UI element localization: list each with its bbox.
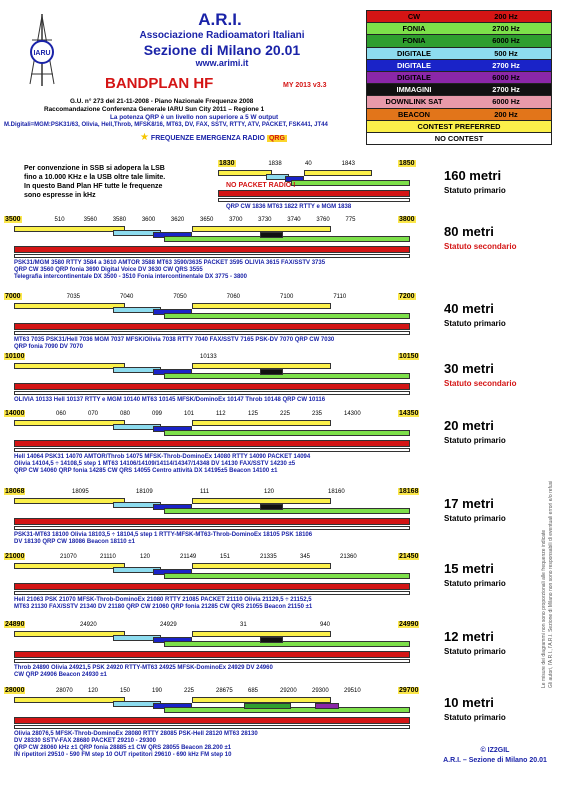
legend-width: 6000 Hz [492,36,520,46]
band-end-freq: 24990 [399,621,419,628]
freq-tick: 060 [56,411,67,417]
legend-name: IMMAGINI [396,85,432,95]
band-info: OLIVIA 10133 Hell 10137 RTTY e MGM 10140 MT63 10145 MFSK/DominoEx 10147 Throb 10148 QRP CW 10116 [14,397,326,403]
band-segment [14,498,125,504]
band-status: Statuto secondario [444,379,517,388]
band-start-freq: 28000 [5,687,25,694]
band-segment [14,303,125,309]
legend-row [366,132,552,145]
freq-tick: 3580 [112,217,127,223]
freq-tick: 21070 [60,554,77,560]
band-30-metri [0,353,565,413]
band-end-freq: 1850 [399,160,415,167]
band-segment [14,563,125,569]
band-info: QRP CW 1836 MT63 1822 RTTY e MGM 1838 [226,204,352,210]
band-status: Statuto secondario [444,242,517,251]
legend-name: CONTEST PREFERRED [417,121,501,131]
band-segment [14,725,410,729]
note-line: sono espresse in kHz [24,192,96,199]
freq-tick: 080 [120,411,131,417]
band-status: Statuto primario [444,514,506,523]
freq-tick: 18095 [72,489,89,495]
band-meter: 15 metri [444,561,494,576]
band-meter: 10 metri [444,695,494,710]
freq-tick: 24929 [160,622,177,628]
freq-tick: 3740 [287,217,301,223]
freq-tick: 21110 [100,554,116,560]
freq-tick: 18160 [328,489,345,495]
freq-tick: 3700 [229,217,243,223]
band-segment [14,518,410,525]
legend-width: 500 Hz [494,48,518,58]
freq-tick: 225 [280,411,291,417]
band-segment [164,641,410,647]
band-meter: 80 metri [444,224,494,239]
band-meter: 30 metri [444,361,494,376]
legend-width: 200 Hz [494,12,518,22]
band-info: CW QRP 24906 Beacon 24930 ±1 [14,672,107,678]
band-start-freq: 7000 [5,293,21,300]
band-segment [164,508,410,514]
band-segment [218,198,410,202]
band-segment [304,170,371,176]
band-info: QRP CW 14060 QRP fonia 14285 CW QRS 14055 Centro attività DX 14195±5 Beacon 14100 ±1 [14,468,278,474]
legend-width: 6000 Hz [492,97,520,107]
band-info: QRP CW 3560 QRP fonia 3690 Digital Voice DV 3630 CW QRS 3555 [14,267,203,273]
band-meter: 17 metri [444,496,494,511]
version: MY 2013 v3.3 [283,82,327,89]
freq-tick: 29200 [280,688,297,694]
band-status: Statuto primario [444,186,506,195]
freq-tick: 21335 [260,554,277,560]
note-line: fino a 10.000 KHz e la USB oltre tale limite. [24,174,166,181]
legend-width: 2700 Hz [492,60,520,70]
band-end-freq: 7200 [399,293,415,300]
band-info: Olivia 14104,5 ÷ 14108,5 step 1 MT63 14106/14109/14114/14347/14348 DV 14130 FAX/SSTV 14230 ±5 [14,461,296,467]
band-segment [291,180,410,186]
freq-tick: 40 [305,161,312,167]
band-segment [14,391,410,395]
freq-tick: 101 [184,411,195,417]
footer-org: A.R.I. – Sezione di Milano 20.01 [443,757,547,764]
band-info: QRP fonia 7090 DV 7070 [14,344,83,350]
band-segment [14,659,410,663]
freq-tick: 29300 [312,688,329,694]
band-start-freq: 3500 [5,216,21,223]
emergency-note: ★ FREQUENZE EMERGENZA RADIO QRG [140,132,285,143]
band-status: Statuto primario [444,713,506,722]
band-segment [14,651,410,658]
band-end-freq: 29700 [399,687,419,694]
freq-tick: 235 [312,411,323,417]
band-start-freq: 10100 [5,353,25,360]
band-160-metri [0,160,565,220]
freq-tick: 7040 [120,294,134,300]
band-status: Statuto primario [444,319,506,328]
freq-tick: 940 [320,622,331,628]
legend [366,10,552,145]
freq-tick: 1843 [341,161,356,167]
freq-tick: 28070 [56,688,73,694]
note-line: Per convenzione in SSB si adopera la LSB [24,165,165,172]
logo-text: IARU [33,50,51,57]
freq-tick: 7100 [280,294,294,300]
band-segment [315,703,339,709]
freq-tick: 120 [88,688,99,694]
band-segment [14,591,410,595]
legend-row [366,108,552,120]
website-link[interactable]: www.arimi.it [195,58,249,68]
legend-row [366,59,552,71]
freq-tick: 14300 [344,411,361,417]
qrp-note: La potenza QRP è un livello non superiore a 5 W output [110,114,279,121]
band-segment [14,631,125,637]
star-icon: ★ [140,132,149,143]
band-15-metri [0,553,565,613]
freq-tick: 151 [220,554,231,560]
footer [440,746,550,766]
freq-tick: 7110 [333,294,347,300]
band-end-freq: 3800 [399,216,415,223]
legend-row [366,22,552,34]
freq-tick: 125 [248,411,259,417]
band-segment [14,383,410,390]
legend-name: CW [407,12,421,22]
band-info: MT63 21130 FAX/SSTV 21340 DV 21180 QRP CW 21060 QRP fonia 21285 CW QRS 21055 Beacon 21150 ±1 [14,604,313,610]
freq-tick: 18109 [136,489,153,495]
freq-tick: 3650 [200,217,214,223]
band-segment [192,563,331,569]
band-meter: 12 metri [444,629,494,644]
association-name: Associazione Radioamatori Italiani [139,30,305,41]
disclaimer [540,430,554,690]
band-segment [218,190,410,197]
iaru-reference: Raccomandazione Conferenza Generale IARU Sun City 2011 – Regione 1 [44,106,265,113]
legend-row [366,10,552,22]
band-segment [14,420,125,426]
freq-tick: 685 [248,688,259,694]
band-segment [164,573,410,579]
freq-tick: 28675 [216,688,233,694]
band-info: Olivia 28076,5 MFSK-Throb-DominoEx 28080 RTTY 28085 PSK-Hell 28120 MT63 28130 [14,731,258,737]
freq-tick: 29510 [344,688,361,694]
band-info: MT63 7035 PSK31/Hell 7036 MGM 7037 MFSK/Olivia 7038 RTTY 7040 FAX/SSTV 7165 PSK-DV 7070 QRP CW 7030 [14,337,335,343]
band-info: DV 28330 SSTV-FAX 28680 PACKET 29210 - 29300 [14,738,156,744]
legend-name: FONIA [402,36,426,46]
legend-width: 2700 Hz [492,24,520,34]
band-segment [14,697,125,703]
freq-tick: 1838 [268,161,282,167]
band-40-metri [0,293,565,353]
band-meter: 40 metri [444,301,494,316]
legend-row [366,71,552,83]
band-segment [14,526,410,530]
freq-tick: 31 [240,622,247,628]
band-info: Hell 21063 PSK 21070 MFSK-Throb-DominoEx 21080 RTTY 21085 PACKET 21110 Olivia 21129,5 ÷ 21152,5 [14,597,312,603]
band-segment [260,504,284,510]
freq-tick: 24920 [80,622,97,628]
band-segment [14,323,410,330]
freq-tick: 099 [152,411,163,417]
bandplan-title: BANDPLAN HF [105,75,214,92]
band-segment [14,363,125,369]
freq-tick: 070 [88,411,99,417]
band-start-freq: 14000 [5,410,25,417]
freq-tick: 3560 [83,217,97,223]
band-end-freq: 14350 [399,410,419,417]
legend-name: DOWNLINK SAT [385,97,443,107]
iaru-logo [22,10,62,90]
band-17-metri [0,488,565,548]
band-info: PSK31-MT63 18100 Olivia 18103,5 ÷ 18104,5 step 1 RTTY-MFSK-MT63-Throb-DominoEx 18105 PSK 18106 [14,532,313,538]
band-segment [164,313,410,319]
legend-name: FONIA [402,24,426,34]
freq-tick: 7050 [173,294,187,300]
freq-tick: 3760 [316,217,330,223]
band-start-freq: 18068 [5,488,25,495]
band-segment [244,703,292,709]
band-segment [14,583,410,590]
freq-tick: 120 [264,489,275,495]
legend-width: 6000 Hz [492,73,520,83]
band-segment [14,331,410,335]
legend-width: 2700 Hz [492,85,520,95]
band-start-freq: 1830 [219,160,235,167]
freq-tick: 3620 [170,217,185,223]
band-end-freq: 21450 [399,553,419,560]
copyright: © IZ2GIL [480,747,510,754]
legend-name: DIGITALE [397,60,431,70]
disclaimer-line-2: Gli autori, l'A.R.I., l'A.R.I. Sezione di Milano non sono responsabili di eventuali errori e/o refusi [548,480,554,688]
legend-name: BEACON [397,109,431,119]
band-segment [192,303,331,309]
gu-reference: G.U. n° 273 del 21-11-2008 - Piano Nazionale Frequenze 2008 [70,98,254,105]
disclaimer-line-1: Le misure dei diagrammi non sono proporzionali alle frequenze indicate [541,529,547,688]
note-line: In questo Band Plan HF tutte le frequenze [24,183,163,190]
freq-tick: 510 [54,217,65,223]
band-segment [260,369,284,375]
band-segment [14,246,410,253]
band-end-freq: 18168 [399,488,419,495]
freq-tick: 225 [184,688,195,694]
legend-row [366,47,552,59]
band-info: IN ripetitori 29510 - 590 FM step 10 OUT ripetitori 29610 - 690 kHz FM step 10 [14,752,232,758]
band-segment [164,373,410,379]
freq-tick: 3730 [258,217,272,223]
legend-row [366,34,552,46]
band-meter: 20 metri [444,418,494,433]
band-80-metri [0,216,565,280]
legend-width: 200 Hz [494,109,518,119]
band-status: Statuto primario [444,647,506,656]
band-12-metri [0,621,565,681]
freq-tick: 21360 [340,554,357,560]
legend-row [366,120,552,132]
legend-name: DIGITALE [397,48,431,58]
band-segment [14,717,410,724]
band-segment [218,170,272,176]
band-segment [14,440,410,447]
band-info: PSK31/MGM 3580 RTTY 3584 a 3610 AMTOR 3588 MT63 3590/3635 PACKET 3595 OLIVIA 3615 FAX/SSTV 3735 [14,260,326,266]
freq-tick: 10133 [200,354,217,360]
band-status: Statuto primario [444,436,506,445]
legend-name: NO CONTEST [434,133,484,143]
band-segment [192,420,331,426]
legend-name: DIGITALE [397,73,431,83]
section-name: Sezione di Milano 20.01 [143,42,301,58]
legend-row [366,83,552,95]
freq-tick: 775 [345,217,356,223]
freq-tick: 21149 [180,554,197,560]
freq-tick: 7035 [66,294,81,300]
freq-tick: 112 [216,411,226,417]
digital-modes-note: M.Digitali=MGM:PSK31/63, Olivia, Hell,Throb, MFSK8/16, MT63, DV, FAX, SSTV, RTTY, ATV, PACKET, FSK441, JT44 [4,122,328,128]
freq-tick: 3600 [141,217,156,223]
page-title: A.R.I. [198,10,242,29]
band-info: Telegrafia intercontinentale DX 3500 - 3510 Fonia intercontinentale DX 3775 - 3800 [14,274,247,280]
freq-tick: 345 [300,554,311,560]
freq-tick: 190 [152,688,163,694]
band-segment [260,637,284,643]
band-info: DV 18130 QRP CW 18086 Beacon 18110 ±1 [14,539,135,545]
band-info: Throb 24890 Olivia 24921,5 PSK 24920 RTTY-MT63 24925 MFSK-DominoEx 24929 DV 24960 [14,665,273,671]
band-end-freq: 10150 [399,353,419,360]
band-segment [14,448,410,452]
band-info: Hell 14064 PSK31 14070 AMTOR/Throb 14075 MFSK-Throb-DominoEx 14080 RTTY 14090 PACKET 14094 [14,454,311,460]
band-20-metri [0,410,565,474]
band-segment [14,254,410,258]
freq-tick: 111 [200,489,210,495]
freq-tick: 7060 [226,294,241,300]
freq-tick: 120 [140,554,151,560]
band-status: Statuto primario [444,579,506,588]
band-alert: NO PACKET RADIO ! [226,182,296,189]
band-meter: 160 metri [444,168,502,183]
band-info: QRP CW 28060 kHz ±1 QRP fonia 28885 ±1 CW QRS 28055 Beacon 28.200 ±1 [14,745,232,751]
band-segment [260,232,284,238]
band-segment [14,226,125,232]
freq-tick: 150 [120,688,131,694]
band-start-freq: 21000 [5,553,25,560]
band-start-freq: 24890 [5,621,25,628]
band-segment [164,430,410,436]
band-segment [164,236,410,242]
legend-row [366,95,552,107]
